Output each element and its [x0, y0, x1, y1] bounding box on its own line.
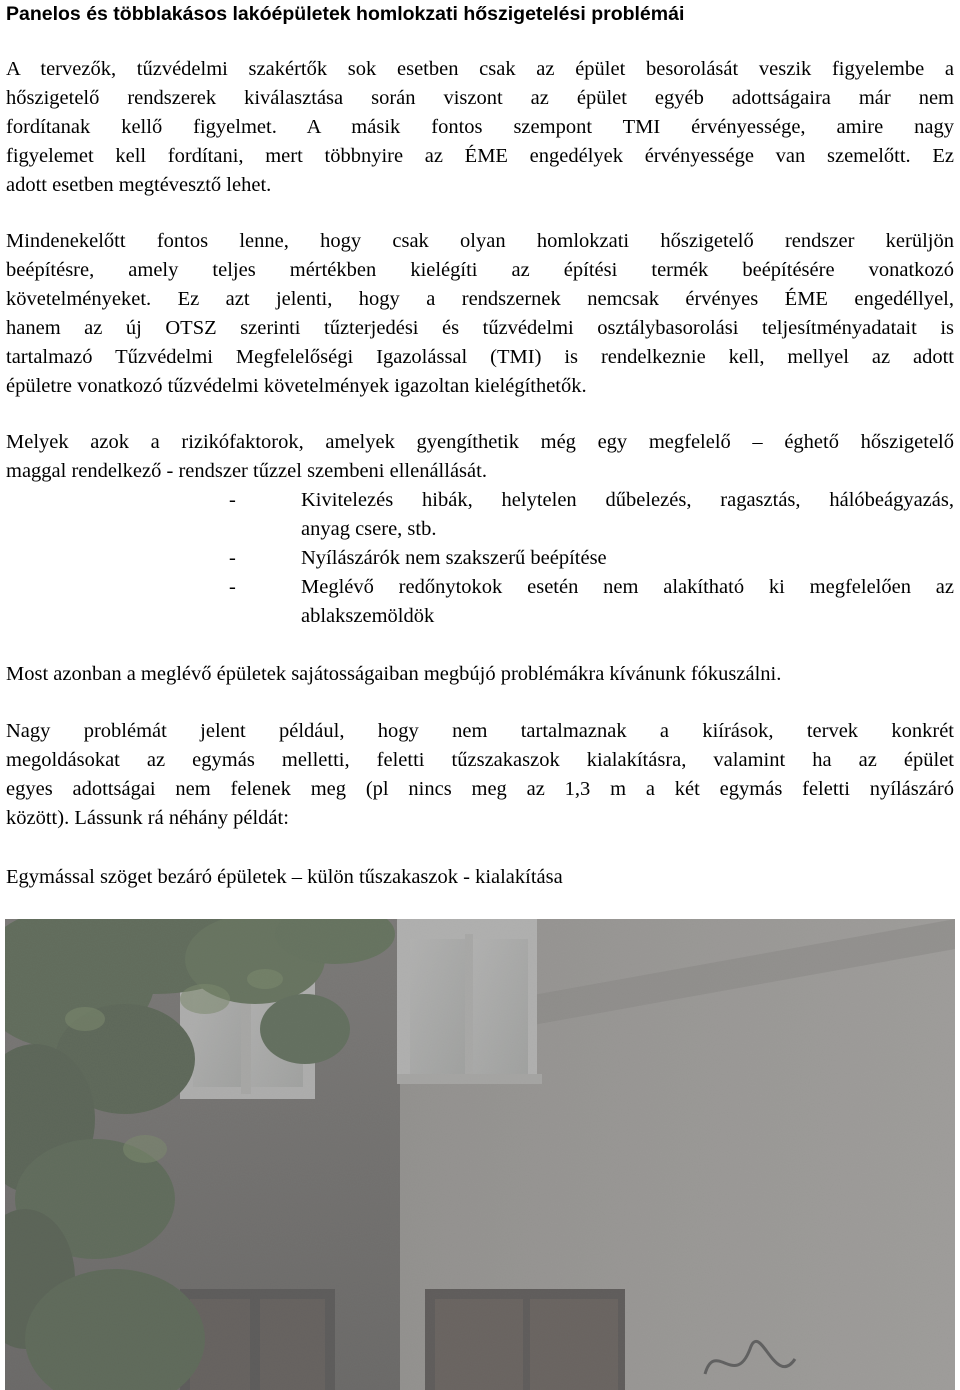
- list-item: [6, 486, 954, 544]
- risk-factor-list: [6, 486, 954, 631]
- text-line: anyag csere, stb.: [301, 518, 437, 540]
- text-line: ablakszemöldök: [301, 605, 435, 627]
- text-line: beépítésre, amely teljes mértékben kielégíti az építési termék beépítésére vonatkozó: [6, 259, 954, 281]
- paragraph-requirements: [6, 227, 954, 401]
- text-line: követelményeket. Ez azt jelenti, hogy a rendszernek nemcsak érvényes ÉME engedéllyel,: [6, 288, 954, 310]
- list-item: [6, 573, 954, 631]
- building-facade-photo: [5, 919, 955, 1390]
- list-dash: -: [229, 489, 236, 511]
- text-line: épületre vonatkozó tűzvédelmi követelmények igazoltan kielégíthetők.: [6, 375, 587, 397]
- paragraph-problem: [6, 717, 954, 833]
- text-line: Kivitelezés hibák, helytelen dűbelezés, ragasztás, hálóbeágyazás,: [301, 489, 954, 511]
- text-line: között). Lássunk rá néhány példát:: [6, 807, 289, 829]
- text-line: figyelemet kell fordítani, mert többnyire az ÉME engedélyek érvényessége van szemelőtt. Ez: [6, 145, 954, 167]
- paragraph-focus: [6, 660, 954, 689]
- text-line: tartalmazó Tűzvédelmi Megfelelőségi Igazolással (TMI) is rendelkeznie kell, mellyel az adott: [6, 346, 954, 368]
- document-title: Panelos és többlakásos lakóépületek homlokzati hőszigetelési problémái: [6, 3, 685, 25]
- text-line: Most azonban a meglévő épületek sajátosságaiban megbújó problémákra kívánunk fókuszálni.: [6, 663, 782, 685]
- list-dash: -: [229, 576, 236, 598]
- text-line: Nyílászárók nem szakszerű beépítése: [301, 547, 607, 569]
- text-line: hanem az új OTSZ szerinti tűzterjedési és tűzvédelmi osztálybasorolási teljesítményadatait is: [6, 317, 954, 339]
- paragraph-risk-factors: [6, 428, 954, 486]
- text-line: maggal rendelkező - rendszer tűzzel szembeni ellenállását.: [6, 460, 487, 482]
- list-item: [6, 544, 954, 573]
- text-line: A tervezők, tűzvédelmi szakértők sok esetben csak az épület besorolását veszik figyelembe a: [6, 58, 954, 80]
- paragraph-intro: [6, 55, 954, 200]
- list-dash: -: [229, 547, 236, 569]
- text-line: hőszigetelő rendszerek kiválasztása során viszont az épület egyéb adottságaira már nem: [6, 87, 954, 109]
- text-line: adott esetben megtévesztő lehet.: [6, 174, 272, 196]
- text-line: egyes adottságai nem felenek meg (pl nincs meg az 1,3 m a két egymás feletti nyílászáró: [6, 778, 954, 800]
- text-line: Meglévő redőnytokok esetén nem alakítható ki megfelelően az: [301, 576, 954, 598]
- text-line: Mindenekelőtt fontos lenne, hogy csak olyan homlokzati hőszigetelő rendszer kerüljön: [6, 230, 954, 252]
- photo-caption: Egymással szöget bezáró épületek – külön tűszakaszok - kialakítása: [6, 866, 563, 888]
- text-line: Melyek azok a rizikófaktorok, amelyek gyengíthetik még egy megfelelő – éghető hőszigetelő: [6, 431, 954, 453]
- text-line: megoldásokat az egymás melletti, feletti tűzszakaszok kialakításra, valamint ha az épület: [6, 749, 954, 771]
- text-line: Nagy problémát jelent például, hogy nem tartalmaznak a kiírások, tervek konkrét: [6, 720, 954, 742]
- text-line: fordítanak kellő figyelmet. A másik fontos szempont TMI érvényessége, amire nagy: [6, 116, 954, 138]
